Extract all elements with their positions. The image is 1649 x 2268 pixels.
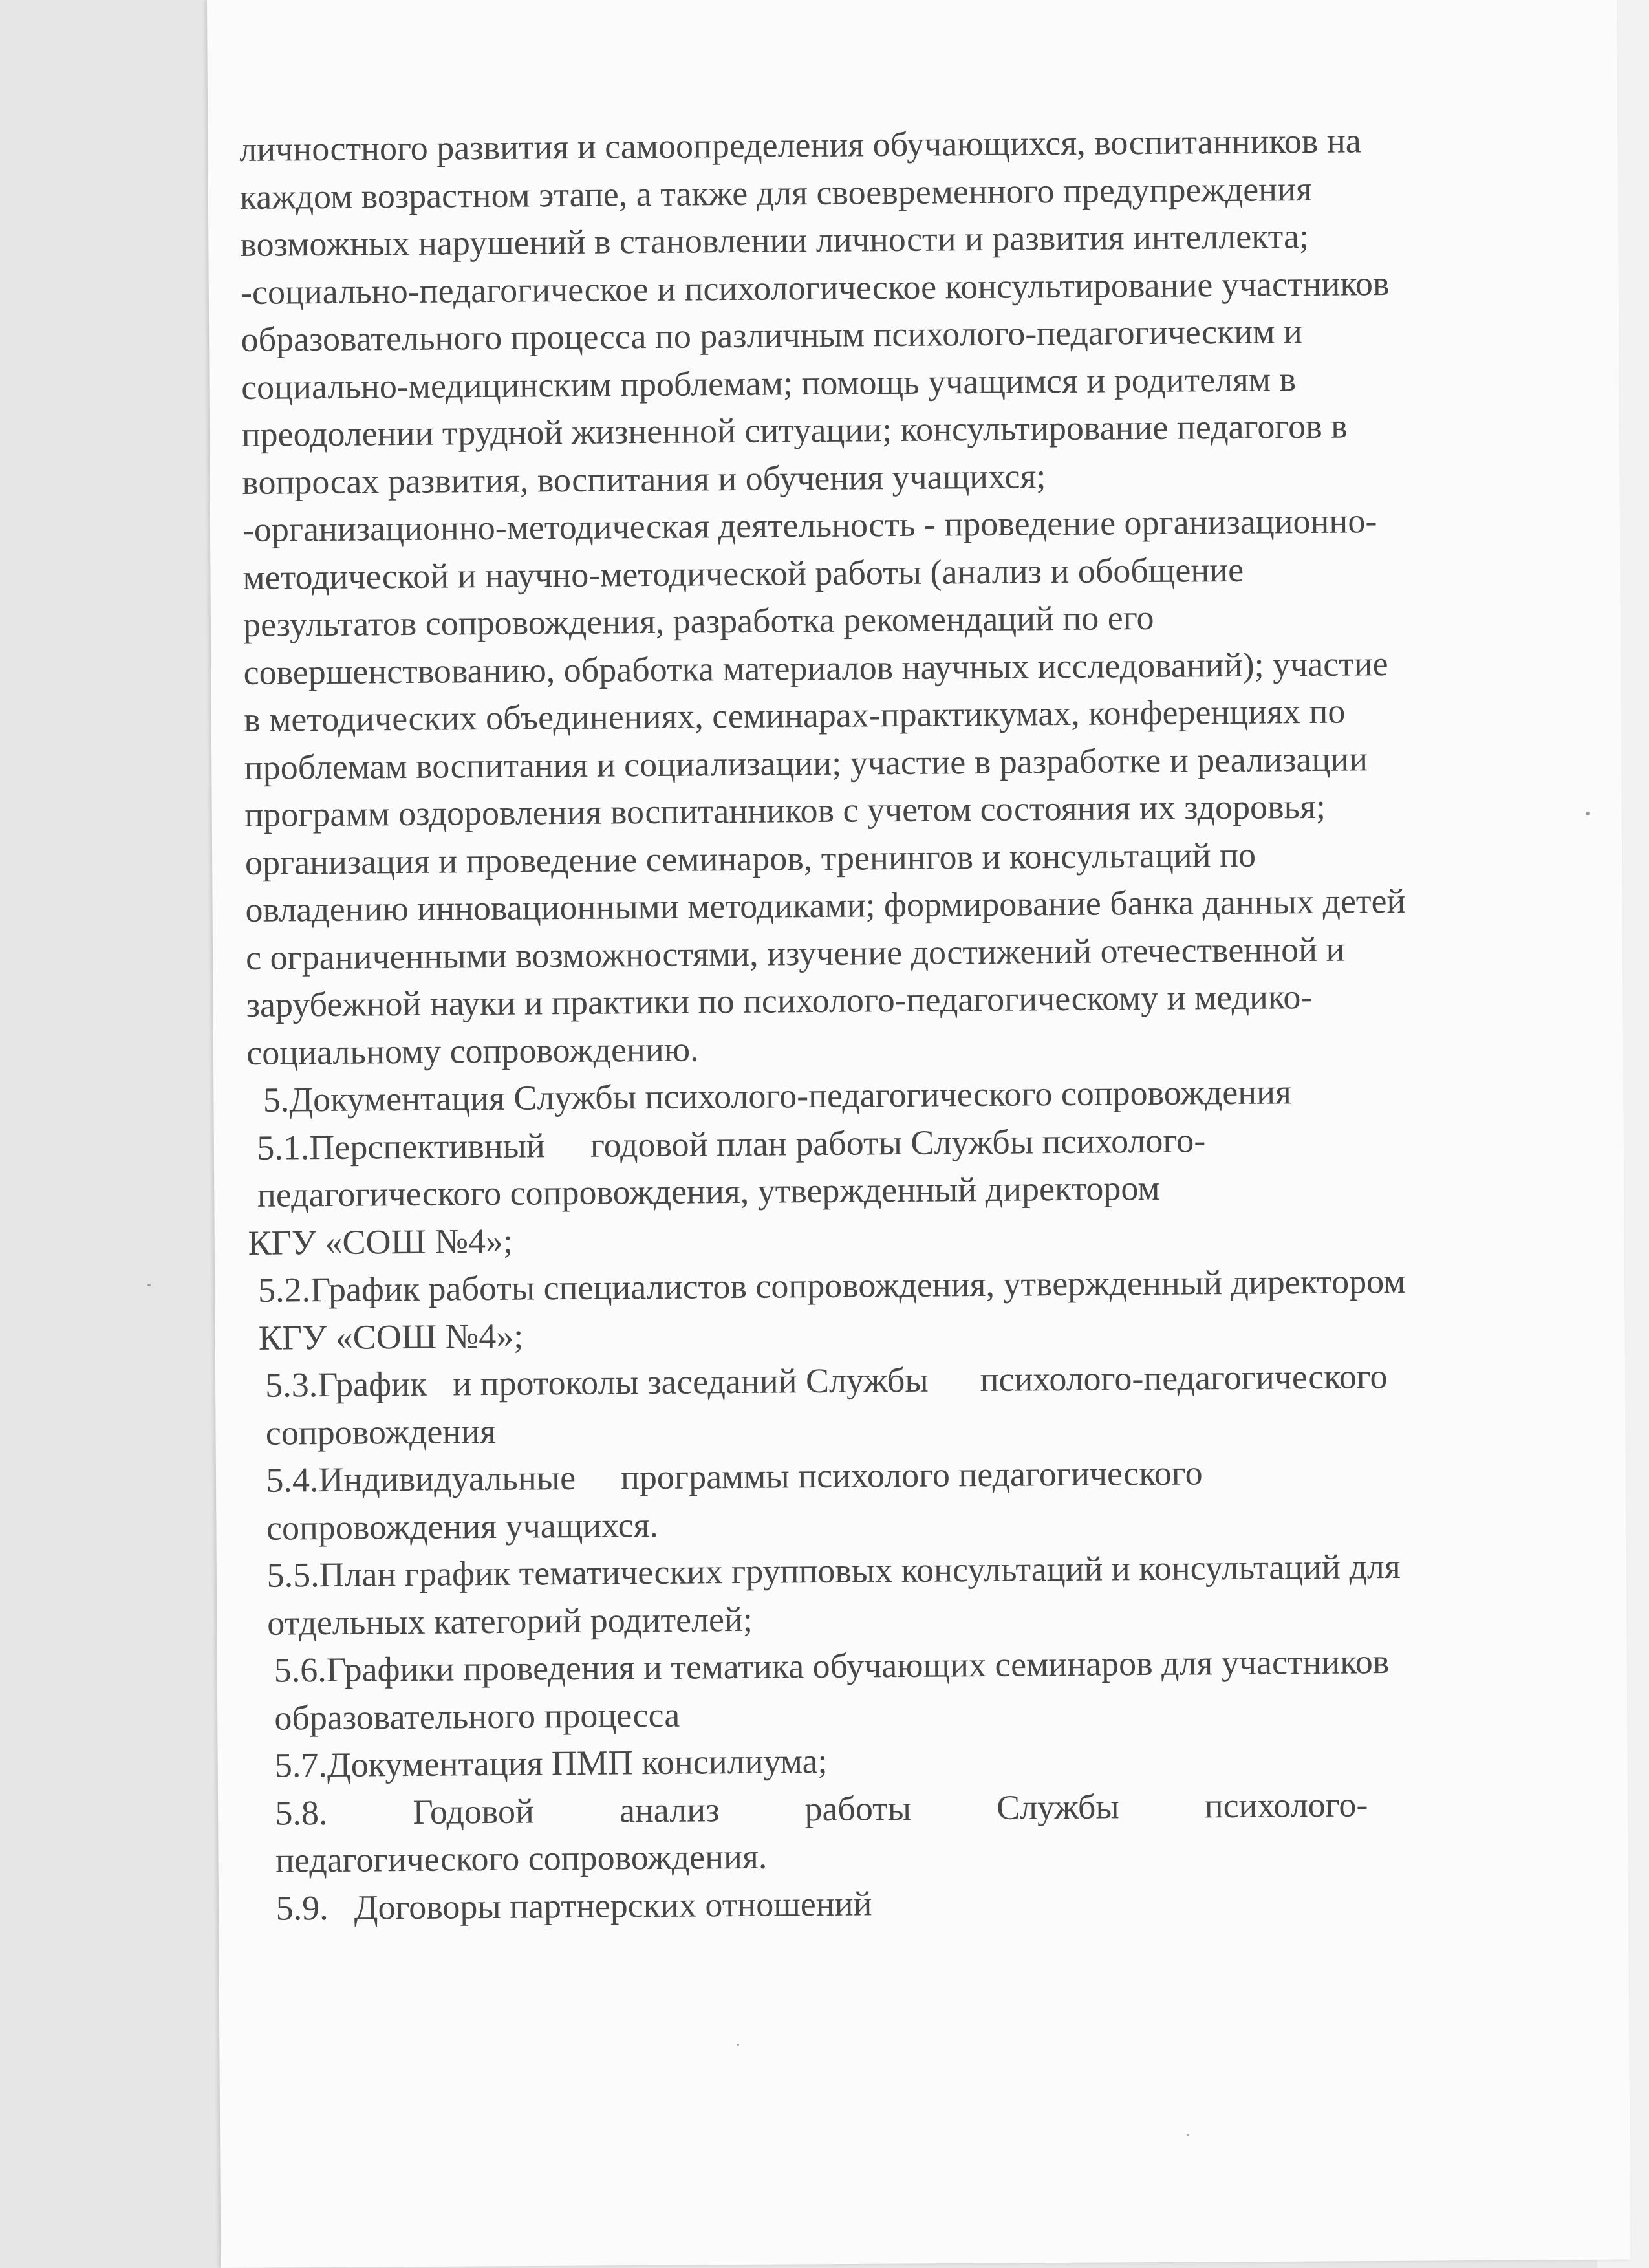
item-5-5: 5.5.План график тематических групповых консультаций и консультаций для: [266, 1546, 1401, 1595]
item-5-3: [249, 1352, 1543, 1409]
item-5-7: 5.7.Документация ПМП консилиума;: [274, 1741, 828, 1785]
item-5-8-word: Годовой: [413, 1791, 535, 1831]
item-5-8-word: работы: [804, 1788, 912, 1828]
item-5-2: 5.2.График работы специалистов сопровождения, утвержденный директором: [257, 1261, 1406, 1310]
body-line: программ оздоровления воспитанников с учетом состояния их здоровья;: [244, 786, 1326, 834]
scan-speck: [1586, 812, 1590, 815]
body-line: проблемам воспитания и социализации; участие в разработке и реализации: [244, 739, 1368, 787]
item-5-1-text: годовой план работы Службы психолого-: [590, 1120, 1206, 1165]
body-line: личностного развития и самоопределения обучающихся, воспитанников на: [239, 121, 1361, 169]
body-line: вопросах развития, воспитания и обучения учащихся;: [242, 456, 1046, 502]
item-5-2-continued: КГУ «СОШ №4»;: [258, 1316, 524, 1357]
body-line: -социально-педагогическое и психологическое консультирование участников: [240, 263, 1390, 312]
item-5-1-number-label: 5.1.Перспективный: [257, 1125, 546, 1167]
body-line: методической и научно-методической работы (анализ и обобщение: [242, 550, 1244, 597]
item-5-9-number: 5.9.: [275, 1888, 329, 1928]
item-5-3-continued: сопровождения: [265, 1411, 497, 1453]
body-line: организация и проведение семинаров, тренингов и консультаций по: [244, 835, 1256, 882]
body-line: каждом возрастном этапе, а также для своевременного предупреждения: [239, 169, 1313, 217]
body-line: -организационно-методическая деятельность - проведение организационно-: [242, 501, 1377, 549]
item-5-8-word: психолого-: [1204, 1784, 1368, 1825]
body-line: образовательного процесса по различным психолого-педагогическим и: [241, 312, 1302, 359]
scan-speck: [737, 2044, 739, 2046]
scan-speck: [1187, 2134, 1189, 2136]
item-5-5-continued: отдельных категорий родителей;: [266, 1599, 753, 1643]
item-5-8: [252, 1780, 1546, 1837]
body-line: преодолении трудной жизненной ситуации; консультирование педагогов в: [241, 406, 1348, 454]
item-5-1-continued: КГУ «СОШ №4»;: [248, 1221, 513, 1262]
item-5-6-continued: образовательного процесса: [274, 1695, 680, 1738]
item-5-4-continued: сопровождения учащихся.: [266, 1505, 659, 1548]
body-line: с ограниченными возможностями, изучение достижений отечественной и: [245, 929, 1345, 977]
body-line: в методических объединениях, семинарах-практикумах, конференциях по: [243, 691, 1346, 739]
body-line: социальному сопровождению.: [246, 1029, 699, 1072]
item-5-8-word: Службы: [996, 1786, 1119, 1827]
item-5-8-word: анализ: [619, 1789, 720, 1830]
item-5-6: 5.6.Графики проведения и тематика обучающих семинаров для участников: [274, 1642, 1390, 1690]
body-line: зарубежной науки и практики по психолого-педагогическому и медико-: [246, 977, 1313, 1024]
item-5-3-part: психолого-педагогического: [980, 1357, 1388, 1399]
item-5-4-part: 5.4.Индивидуальные: [266, 1458, 576, 1500]
document-body: [239, 116, 1547, 1932]
body-line: социально-медицинским проблемам; помощь учащимся и родителям в: [241, 359, 1297, 407]
item-5-9: [253, 1875, 1547, 1932]
item-5-4-part: программы психолого педагогического: [620, 1453, 1203, 1497]
item-5-8-justified-row: [275, 1781, 1368, 1837]
body-line: результатов сопровождения, разработка рекомендаций по его: [242, 598, 1154, 644]
item-5-9-text: Договоры партнерских отношений: [354, 1883, 872, 1927]
body-line: возможных нарушений в становлении личности и развития интеллекта;: [240, 217, 1310, 264]
item-5-8-word: 5.8.: [275, 1793, 328, 1833]
body-line: совершенствованию, обработка материалов научных исследований); участие: [243, 643, 1388, 692]
item-5-8-continued: педагогического сопровождения.: [275, 1837, 768, 1880]
body-line: овладению инновационными методиками; формирование банка данных детей: [245, 881, 1406, 929]
section-5-heading: 5.Документация Службы психолого-педагогического сопровождения: [263, 1072, 1292, 1119]
item-5-1-continued: педагогического сопровождения, утвержденный директором: [257, 1168, 1160, 1215]
item-5-3-part: 5.3.График: [265, 1364, 427, 1405]
scan-speck: [147, 1284, 151, 1286]
item-5-3-part: и протоколы заседаний Службы: [452, 1360, 929, 1403]
